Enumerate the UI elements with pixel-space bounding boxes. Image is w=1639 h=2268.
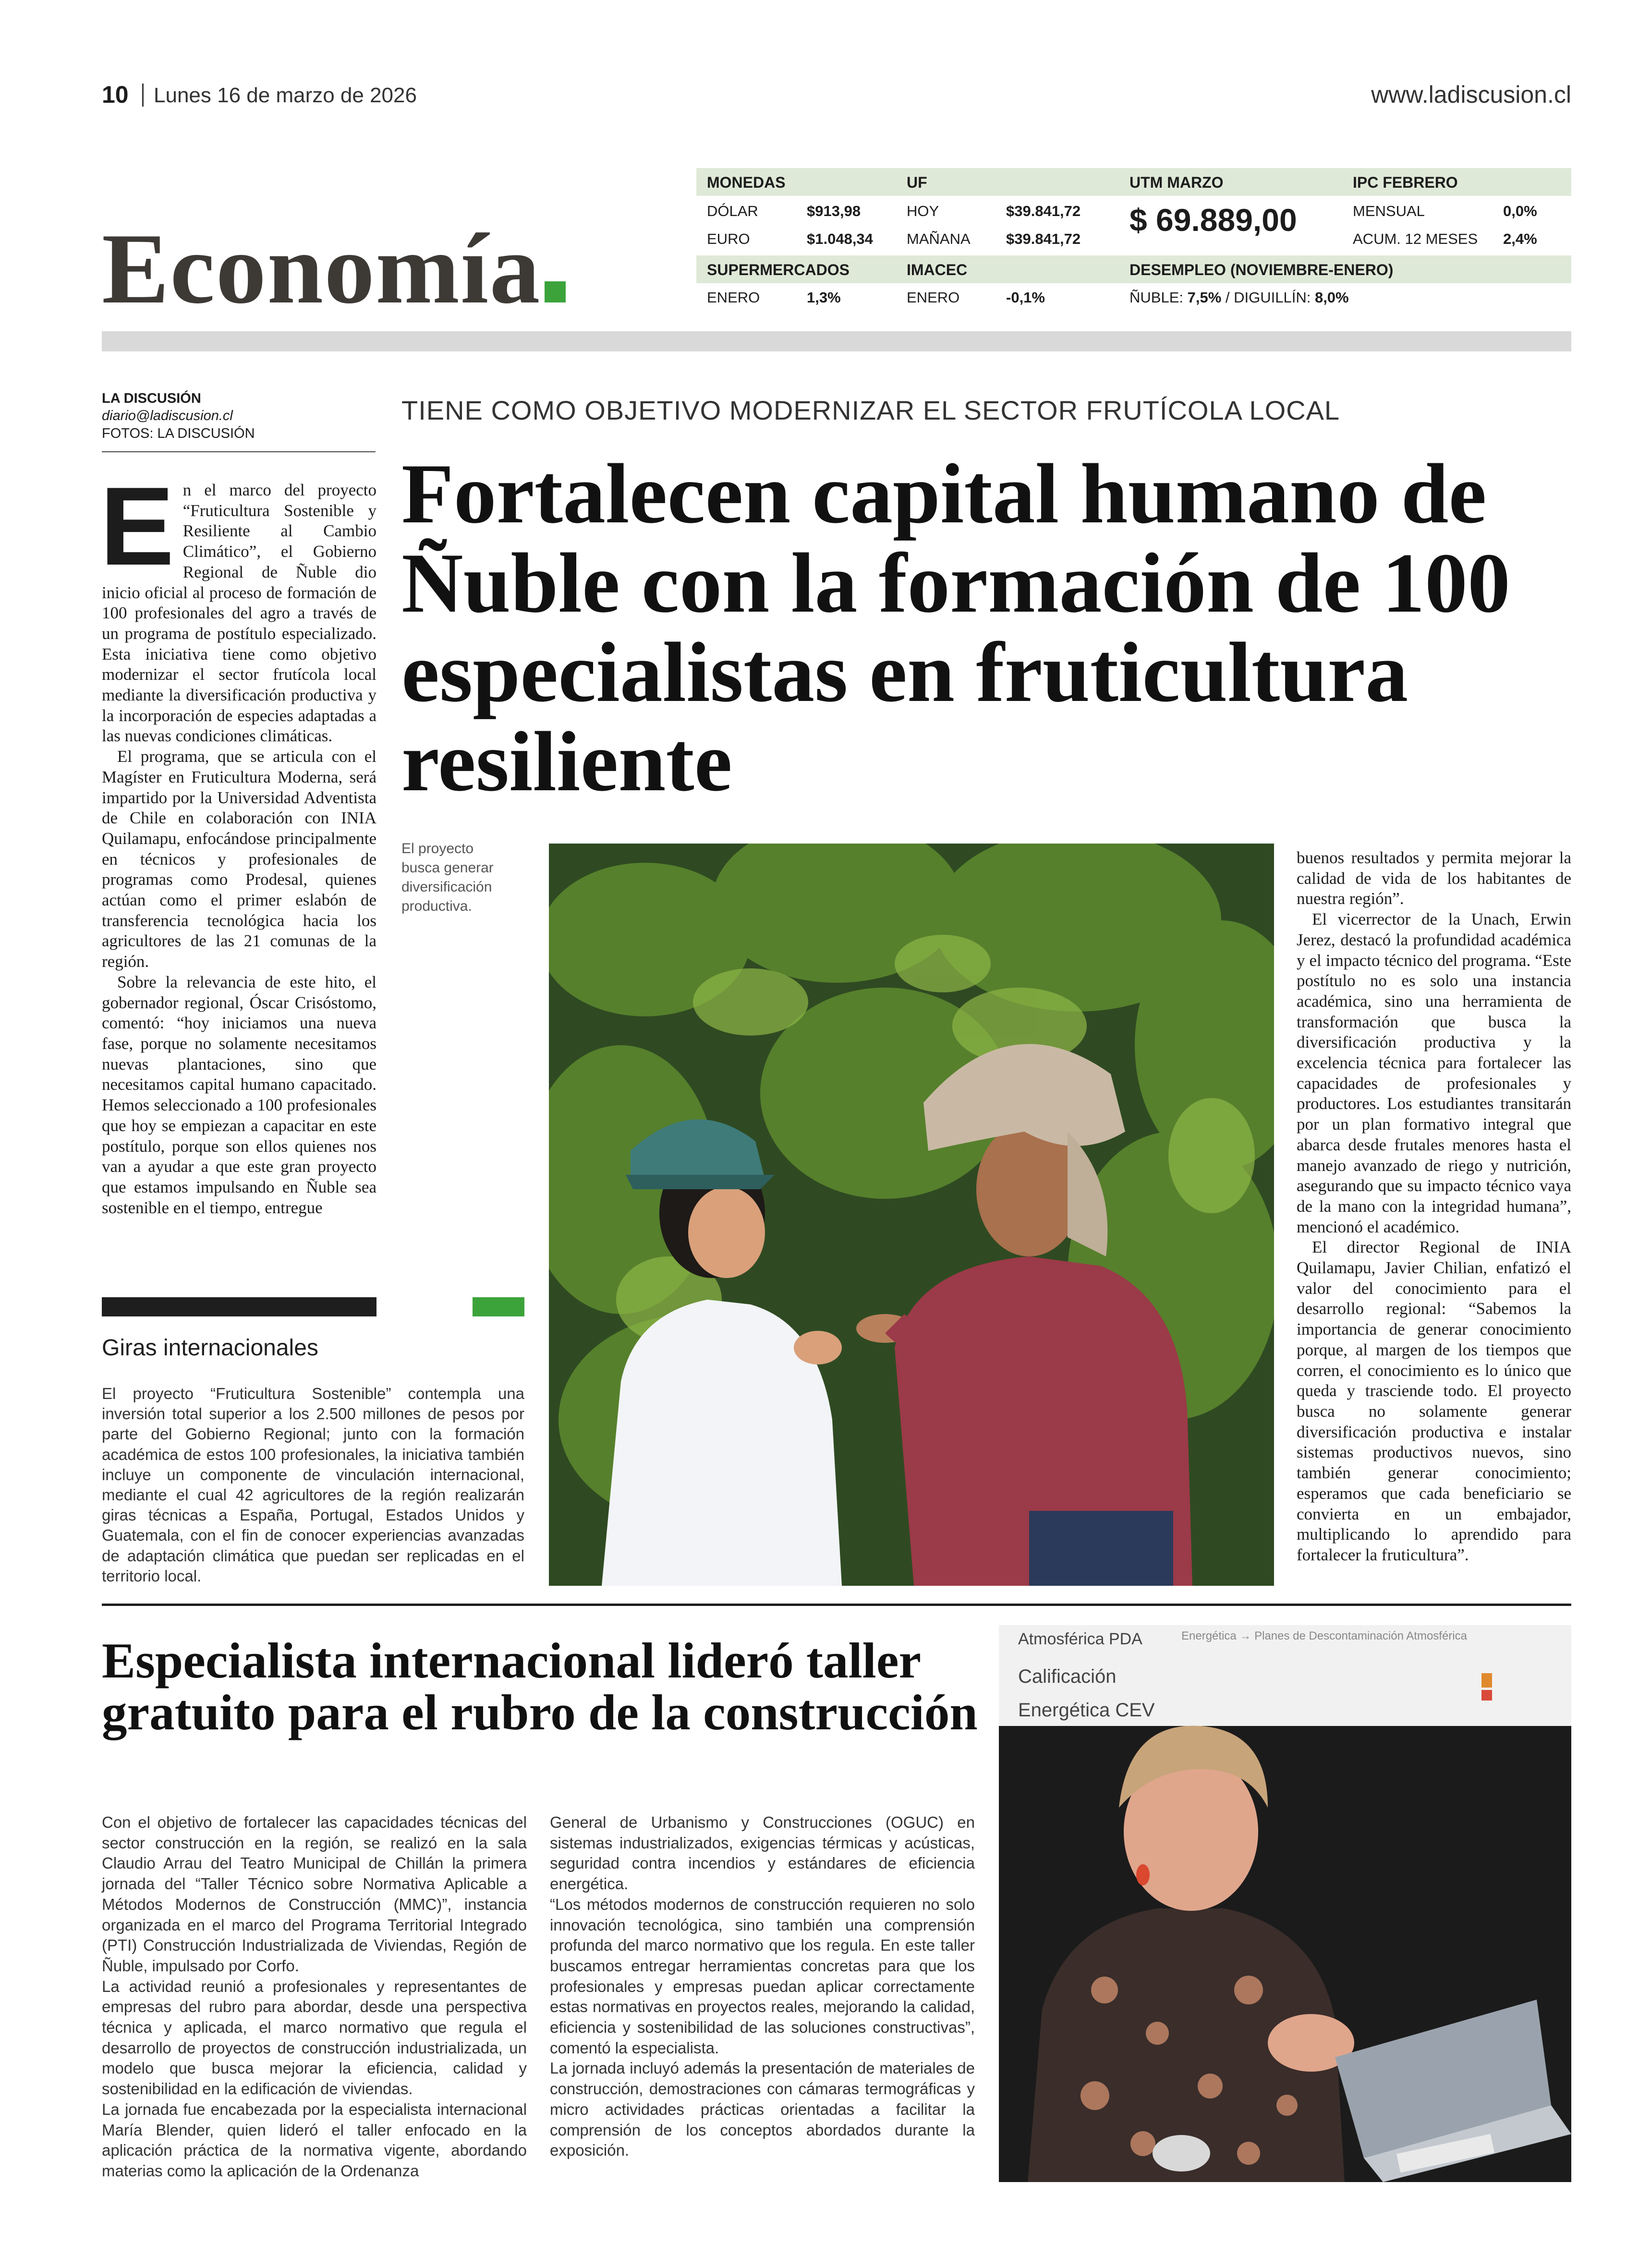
- supermercados-label: ENERO: [707, 289, 760, 306]
- paragraph: La jornada incluyó además la presentación de materiales de construcción, demostraciones con cámaras termográficas y micro actividades prácticas orientadas a facilitar la comprensión de los conceptos abordados durante la exposición.: [550, 2059, 975, 2159]
- uf-title: UF: [907, 174, 927, 191]
- slide-text: Calificación: [1018, 1666, 1117, 1687]
- credits-email[interactable]: diario@ladiscusion.cl: [102, 408, 233, 424]
- slide-text: Energética → Planes de Descontaminación Atmosférica: [1181, 1629, 1467, 1642]
- credits-outlet: LA DISCUSIÓN: [102, 391, 201, 406]
- section-dot-icon: [545, 281, 566, 302]
- credits-photos: FOTOS: LA DISCUSIÓN: [102, 425, 255, 441]
- article-credits: [102, 390, 255, 442]
- paragraph: Con el objetivo de fortalecer las capacidades técnicas del sector construcción en la región, se realizó en la sala Claudio Arrau del Teatro Municipal de Chillán la primera jornada del “Taller Técnico sobre Normativa Aplicable a Métodos Modernos de Construcción (MMC)”, instancia organizada en el marco del Programa Territorial Integrado (PTI) Construcción Industrializada de Viviendas, Región de Ñuble, impulsado por Corfo.: [102, 1813, 527, 1975]
- supermercados-title: SUPERMERCADOS: [707, 261, 850, 278]
- nuble-label: ÑUBLE:: [1129, 289, 1183, 306]
- euro-label: EURO: [707, 230, 750, 247]
- orchard-photo-illustration: [549, 844, 1274, 1586]
- speaker-photo-illustration: [999, 1625, 1571, 2182]
- header-divider: [142, 84, 144, 107]
- page-number: 10: [102, 81, 129, 108]
- page-header: [102, 81, 1571, 114]
- article-column-3: [1297, 848, 1571, 1566]
- photo-caption: El proyecto busca generar diversificación productiva.: [401, 841, 494, 914]
- article-divider: [102, 1604, 1571, 1606]
- paragraph: El director Regional de INIA Quilamapu, Javier Chilian, enfatizó el valor del conocimiento para el desarrollo regional: “Sabemos la importancia de generar conocimiento porque, al margen de los tiempos que corren, el conocimiento es lo único que queda y trasciende todo. El proyecto busca no solamente generar diversificación productiva e instalar sistemas productivos nuevos, sino también generar conocimiento; esperamos que cada beneficiario se convierta en un embajador, multiplicando lo aprendido para fortalecer la fruticultura”.: [1297, 1238, 1571, 1564]
- desempleo-separator: / DIGUILLÍN:: [1221, 289, 1311, 306]
- ipc-acum-value: 2,4%: [1503, 230, 1537, 247]
- website-link[interactable]: www.ladiscusion.cl: [1371, 81, 1571, 108]
- utm-title: UTM MARZO: [1129, 174, 1224, 191]
- section-title-text: Economía: [102, 213, 541, 325]
- article-kicker: TIENE COMO OBJETIVO MODERNIZAR EL SECTOR FRUTÍCOLA LOCAL: [401, 395, 1340, 425]
- ipc-title: IPC FEBRERO: [1353, 174, 1458, 191]
- diguillin-value: 8,0%: [1314, 289, 1349, 306]
- paragraph: La jornada fue encabezada por la especialista internacional María Blender, quien lideró el taller enfocado en la aplicación práctica de la normativa vigente, abordando materias como la aplicación de la Ordenanza: [102, 2100, 527, 2180]
- euro-value: $1.048,34: [807, 230, 873, 247]
- box-title: Giras internacionales: [102, 1335, 318, 1361]
- header-rule: [102, 331, 1571, 351]
- imacec-label: ENERO: [907, 289, 960, 306]
- drop-cap: E: [100, 464, 174, 589]
- paragraph: Sobre la relevancia de este hito, el gobernador regional, Óscar Crisóstomo, comentó: “hoy iniciamos una nueva fase, porque no solamente necesitamos nuevas plantaciones, sino que necesitamos capital humano capacitado. Hemos seleccionado a 100 profesionales que hoy se empiezan a capacitar en este postítulo, porque son ellos quienes nos van a ayudar a que este gran proyecto que estamos impulsando en Ñuble sea sostenible en el tiempo, entregue: [102, 972, 376, 1217]
- paragraph: El programa, que se articula con el Magíster en Fruticultura Moderna, será impartido por la Universidad Adventista de Chile en colaboración con INIA Quilamapu, enfocándose principalmente en técnicos y profesionales de programas como Prodesal, quienes actúan como el primer eslabón de transferencia tecnológica hacia los agricultores de las 21 comunas de la región.: [102, 747, 376, 971]
- ipc-mensual-value: 0,0%: [1503, 203, 1537, 219]
- issue-date: Lunes 16 de marzo de 2026: [154, 84, 417, 107]
- paragraph: “Los métodos modernos de construcción requieren no solo innovación tecnológica, sino también una comprensión profunda del marco normativo que los regula. En este taller buscamos entregar herramientas concretas para que los profesionales y empresas puedan aplicar correctamente estas normativas en proyectos reales, mejorando la calidad, eficiencia y sostenibilidad de las soluciones constructivas”, comentó la especialista.: [550, 1895, 975, 2057]
- paragraph-text: n el marco del proyecto “Fruticultura Sostenible y Resiliente al Cambio Climático”, el Gobierno Regional de Ñuble dio inicio oficial al proceso de formación de 100 profesionales del agro a través de un programa de postítulo especializado. Esta iniciativa tiene como objetivo modernizar el sector frutícola local mediante la diversificación productiva y la incorporación de especies adaptadas a las nuevas condiciones climáticas.: [102, 481, 376, 746]
- orchard-photo: [549, 844, 1274, 1586]
- economic-indicators: [696, 168, 1571, 316]
- nuble-value: 7,5%: [1187, 289, 1222, 306]
- credits-rule: [102, 451, 376, 452]
- desempleo-title: DESEMPLEO (NOVIEMBRE-ENERO): [1129, 261, 1394, 278]
- paragraph: El vicerrector de la Unach, Erwin Jerez, destacó la profundidad académica y el impacto técnico del programa. “Este postítulo no es solo una instancia académica, sino una herramienta de transformación que busca la diversificación productiva y la excelencia técnica para fortalecer las capacidades de profesionales y productores. Los estudiantes transitarán por un plan formativo integral que abarca desde frutales menores hasta el manejo avanzado de riego y nutrición, asegurando que su impacto técnico vaya de la mano con la integridad humana”, mencionó el académico.: [1297, 910, 1571, 1236]
- utm-value: $ 69.889,00: [1129, 202, 1297, 238]
- article2-column-1: [102, 1812, 527, 2182]
- box-top-bar: [102, 1297, 376, 1316]
- dolar-label: DÓLAR: [707, 203, 758, 219]
- paragraph: [100, 464, 376, 747]
- slide-text: Energética CEV: [1018, 1700, 1155, 1721]
- article2-column-2: [550, 1812, 975, 2161]
- article-column-1: [100, 464, 376, 1218]
- dolar-value: $913,98: [807, 203, 861, 219]
- uf-manana-value: $39.841,72: [1006, 230, 1081, 247]
- imacec-title: IMACEC: [907, 261, 968, 278]
- slide-text: Atmosférica PDA: [1018, 1630, 1142, 1648]
- ipc-acum-label: ACUM. 12 MESES: [1353, 230, 1478, 247]
- supermercados-value: 1,3%: [807, 289, 841, 306]
- desempleo-line: [1129, 289, 1349, 306]
- paragraph: buenos resultados y permita mejorar la calidad de vida de los habitantes de nuestra región”.: [1297, 848, 1571, 908]
- speaker-photo: [999, 1625, 1571, 2182]
- monedas-title: MONEDAS: [707, 174, 786, 191]
- paragraph: General de Urbanismo y Construcciones (OGUC) en sistemas industrializados, exigencias térmicas y acústicas, seguridad contra incendios y estándares de eficiencia energética.: [550, 1813, 975, 1893]
- box-top-bar-accent: [473, 1297, 524, 1316]
- paragraph: La actividad reunió a profesionales y representantes de empresas del rubro para abordar, desde una perspectiva técnica y aplicada, el marco normativo que regula el desarrollo de proyectos de construcción industrializada, un modelo que busca mejorar la eficiencia, calidad y sostenibilidad en la edificación de viviendas.: [102, 1977, 527, 2098]
- box-text: El proyecto “Fruticultura Sostenible” contempla una inversión total superior a los 2.500 millones de pesos por parte del Gobierno Regional; junto con la formación académica de estos 100 profesionales, la iniciativa también incluye un componente de vinculación internacional, mediante el cual 42 agricultores de la región realizarán giras técnicas a España, Portugal, Estados Unidos y Guatemala, con el fin de conocer experiencias avanzadas de adaptación climática que puedan ser replicadas en el territorio local.: [102, 1385, 524, 1585]
- article2-headline: Especialista internacional lideró taller gratuito para el rubro de la construcción: [102, 1632, 978, 1740]
- uf-hoy-label: HOY: [907, 203, 939, 219]
- imacec-value: -0,1%: [1006, 289, 1045, 306]
- ipc-mensual-label: MENSUAL: [1353, 203, 1425, 219]
- section-title: [102, 213, 566, 325]
- uf-manana-label: MAÑANA: [907, 230, 971, 247]
- article-headline: Fortalecen capital humano de Ñuble con la formación de 100 especialistas en fruticultura resiliente: [401, 446, 1510, 809]
- uf-hoy-value: $39.841,72: [1006, 203, 1081, 219]
